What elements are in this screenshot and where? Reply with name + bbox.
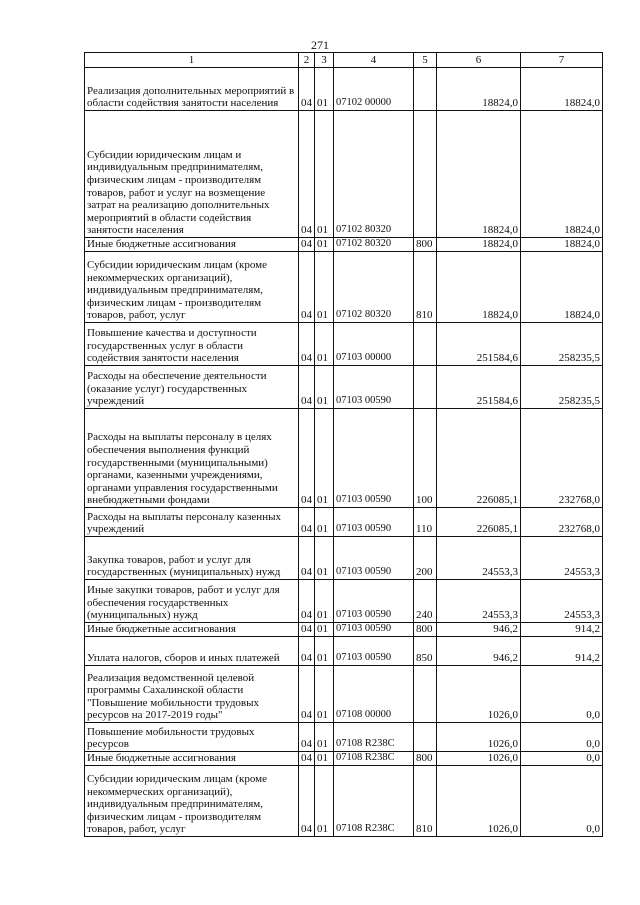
cell-section: 04 [299, 752, 315, 766]
cell-expense-type: 800 [414, 238, 437, 252]
cell-target-code: 07108 R238C [334, 752, 414, 766]
cell-expense-type: 810 [414, 252, 437, 323]
header-row [85, 53, 603, 68]
cell-subsection: 01 [315, 111, 334, 238]
table-row [85, 323, 603, 366]
cell-name: Иные бюджетные ассигнования [85, 238, 299, 252]
cell-section: 04 [299, 252, 315, 323]
cell-expense-type: 110 [414, 508, 437, 537]
cell-subsection: 01 [315, 752, 334, 766]
cell-section: 04 [299, 409, 315, 508]
cell-amount-year2: 0,0 [521, 723, 603, 752]
cell-name: Иные бюджетные ассигнования [85, 752, 299, 766]
cell-name: Повышение мобильности трудовых ресурсов [85, 723, 299, 752]
cell-amount-year2: 24553,3 [521, 537, 603, 580]
cell-name: Реализация дополнительных мероприятий в области содействия занятости населения [85, 68, 299, 111]
cell-section: 04 [299, 723, 315, 752]
cell-amount-year2: 18824,0 [521, 252, 603, 323]
cell-amount-year2: 232768,0 [521, 508, 603, 537]
cell-target-code: 07108 R238C [334, 723, 414, 752]
table-row [85, 580, 603, 623]
cell-section: 04 [299, 766, 315, 837]
cell-amount-year2: 232768,0 [521, 409, 603, 508]
cell-subsection: 01 [315, 366, 334, 409]
cell-amount-year2: 18824,0 [521, 238, 603, 252]
cell-subsection: 01 [315, 68, 334, 111]
cell-amount-year1: 1026,0 [437, 666, 521, 723]
cell-name: Расходы на обеспечение деятельности (оказание услуг) государственных учреждений [85, 366, 299, 409]
cell-name: Иные закупки товаров, работ и услуг для обеспечения государственных (муниципальных) нужд [85, 580, 299, 623]
table-row [85, 637, 603, 666]
table-row [85, 752, 603, 766]
cell-name: Субсидии юридическим лицам (кроме некоммерческих организаций), индивидуальным предпринимателям, физическим лицам - производителям товаров, работ, услуг [85, 766, 299, 837]
cell-section: 04 [299, 111, 315, 238]
table-row [85, 238, 603, 252]
table-header [85, 53, 603, 68]
budget-table [84, 52, 603, 837]
col-header-6: 6 [437, 53, 521, 68]
cell-section: 04 [299, 637, 315, 666]
table-row [85, 111, 603, 238]
cell-expense-type [414, 666, 437, 723]
cell-subsection: 01 [315, 508, 334, 537]
cell-amount-year2: 18824,0 [521, 68, 603, 111]
table-row [85, 252, 603, 323]
cell-target-code: 07102 80320 [334, 111, 414, 238]
cell-subsection: 01 [315, 623, 334, 637]
cell-section: 04 [299, 580, 315, 623]
cell-amount-year2: 914,2 [521, 637, 603, 666]
cell-section: 04 [299, 666, 315, 723]
cell-name: Субсидии юридическим лицам и индивидуальным предпринимателям, физическим лицам - производителям товаров, работ и услуг на возмещение затрат на реализацию дополнительных мероприятий в области содействия занятости населения [85, 111, 299, 238]
table-row [85, 723, 603, 752]
cell-expense-type: 800 [414, 752, 437, 766]
cell-expense-type: 200 [414, 537, 437, 580]
cell-amount-year1: 24553,3 [437, 580, 521, 623]
cell-target-code: 07103 00590 [334, 508, 414, 537]
cell-target-code: 07103 00590 [334, 637, 414, 666]
cell-expense-type: 810 [414, 766, 437, 837]
cell-section: 04 [299, 508, 315, 537]
cell-amount-year2: 258235,5 [521, 323, 603, 366]
cell-name: Расходы на выплаты персоналу в целях обеспечения выполнения функций государственными (муниципальными) органами, казенными учреждениями, органами управления государственными внебюджетными фондами [85, 409, 299, 508]
cell-amount-year2: 0,0 [521, 666, 603, 723]
cell-expense-type: 850 [414, 637, 437, 666]
cell-name: Уплата налогов, сборов и иных платежей [85, 637, 299, 666]
cell-target-code: 07108 R238C [334, 766, 414, 837]
cell-amount-year1: 251584,6 [437, 323, 521, 366]
cell-amount-year1: 1026,0 [437, 766, 521, 837]
cell-amount-year2: 24553,3 [521, 580, 603, 623]
cell-target-code: 07103 00000 [334, 323, 414, 366]
cell-expense-type [414, 68, 437, 111]
col-header-3: 3 [315, 53, 334, 68]
cell-amount-year2: 258235,5 [521, 366, 603, 409]
cell-expense-type: 800 [414, 623, 437, 637]
cell-target-code: 07102 80320 [334, 238, 414, 252]
page-number: 271 [311, 38, 329, 52]
col-header-2: 2 [299, 53, 315, 68]
cell-section: 04 [299, 323, 315, 366]
cell-name: Расходы на выплаты персоналу казенных учреждений [85, 508, 299, 537]
cell-amount-year1: 946,2 [437, 623, 521, 637]
cell-name: Иные бюджетные ассигнования [85, 623, 299, 637]
cell-subsection: 01 [315, 766, 334, 837]
table-row [85, 666, 603, 723]
cell-section: 04 [299, 537, 315, 580]
cell-expense-type [414, 366, 437, 409]
cell-amount-year2: 914,2 [521, 623, 603, 637]
table-row [85, 537, 603, 580]
table-body [85, 68, 603, 837]
cell-expense-type: 100 [414, 409, 437, 508]
cell-amount-year1: 18824,0 [437, 68, 521, 111]
cell-amount-year2: 0,0 [521, 766, 603, 837]
cell-subsection: 01 [315, 723, 334, 752]
cell-section: 04 [299, 366, 315, 409]
col-header-1: 1 [85, 53, 299, 68]
cell-expense-type [414, 323, 437, 366]
cell-amount-year1: 251584,6 [437, 366, 521, 409]
cell-target-code: 07103 00590 [334, 366, 414, 409]
cell-amount-year1: 1026,0 [437, 723, 521, 752]
cell-amount-year1: 946,2 [437, 637, 521, 666]
cell-target-code: 07102 80320 [334, 252, 414, 323]
table-row [85, 623, 603, 637]
cell-target-code: 07108 00000 [334, 666, 414, 723]
cell-section: 04 [299, 238, 315, 252]
cell-amount-year1: 1026,0 [437, 752, 521, 766]
cell-amount-year1: 226085,1 [437, 409, 521, 508]
col-header-5: 5 [414, 53, 437, 68]
cell-target-code: 07102 00000 [334, 68, 414, 111]
cell-subsection: 01 [315, 252, 334, 323]
cell-section: 04 [299, 68, 315, 111]
cell-name: Субсидии юридическим лицам (кроме некоммерческих организаций), индивидуальным предпринимателям, физическим лицам - производителям товаров, работ, услуг [85, 252, 299, 323]
cell-expense-type [414, 723, 437, 752]
cell-section: 04 [299, 623, 315, 637]
cell-subsection: 01 [315, 409, 334, 508]
cell-amount-year2: 0,0 [521, 752, 603, 766]
cell-amount-year2: 18824,0 [521, 111, 603, 238]
cell-amount-year1: 24553,3 [437, 537, 521, 580]
cell-amount-year1: 18824,0 [437, 238, 521, 252]
table-row [85, 68, 603, 111]
cell-subsection: 01 [315, 666, 334, 723]
col-header-7: 7 [521, 53, 603, 68]
cell-name: Закупка товаров, работ и услуг для государственных (муниципальных) нужд [85, 537, 299, 580]
cell-expense-type [414, 111, 437, 238]
table-row [85, 766, 603, 837]
cell-amount-year1: 18824,0 [437, 252, 521, 323]
cell-name: Повышение качества и доступности государственных услуг в области содействия занятости населения [85, 323, 299, 366]
cell-subsection: 01 [315, 323, 334, 366]
cell-expense-type: 240 [414, 580, 437, 623]
cell-name: Реализация ведомственной целевой программы Сахалинской области "Повышение мобильности трудовых ресурсов на 2017-2019 годы" [85, 666, 299, 723]
cell-target-code: 07103 00590 [334, 409, 414, 508]
cell-subsection: 01 [315, 580, 334, 623]
table-row [85, 366, 603, 409]
cell-subsection: 01 [315, 238, 334, 252]
col-header-4: 4 [334, 53, 414, 68]
cell-subsection: 01 [315, 637, 334, 666]
table-row [85, 409, 603, 508]
cell-subsection: 01 [315, 537, 334, 580]
cell-target-code: 07103 00590 [334, 580, 414, 623]
cell-target-code: 07103 00590 [334, 623, 414, 637]
table-row [85, 508, 603, 537]
cell-amount-year1: 226085,1 [437, 508, 521, 537]
cell-amount-year1: 18824,0 [437, 111, 521, 238]
cell-target-code: 07103 00590 [334, 537, 414, 580]
